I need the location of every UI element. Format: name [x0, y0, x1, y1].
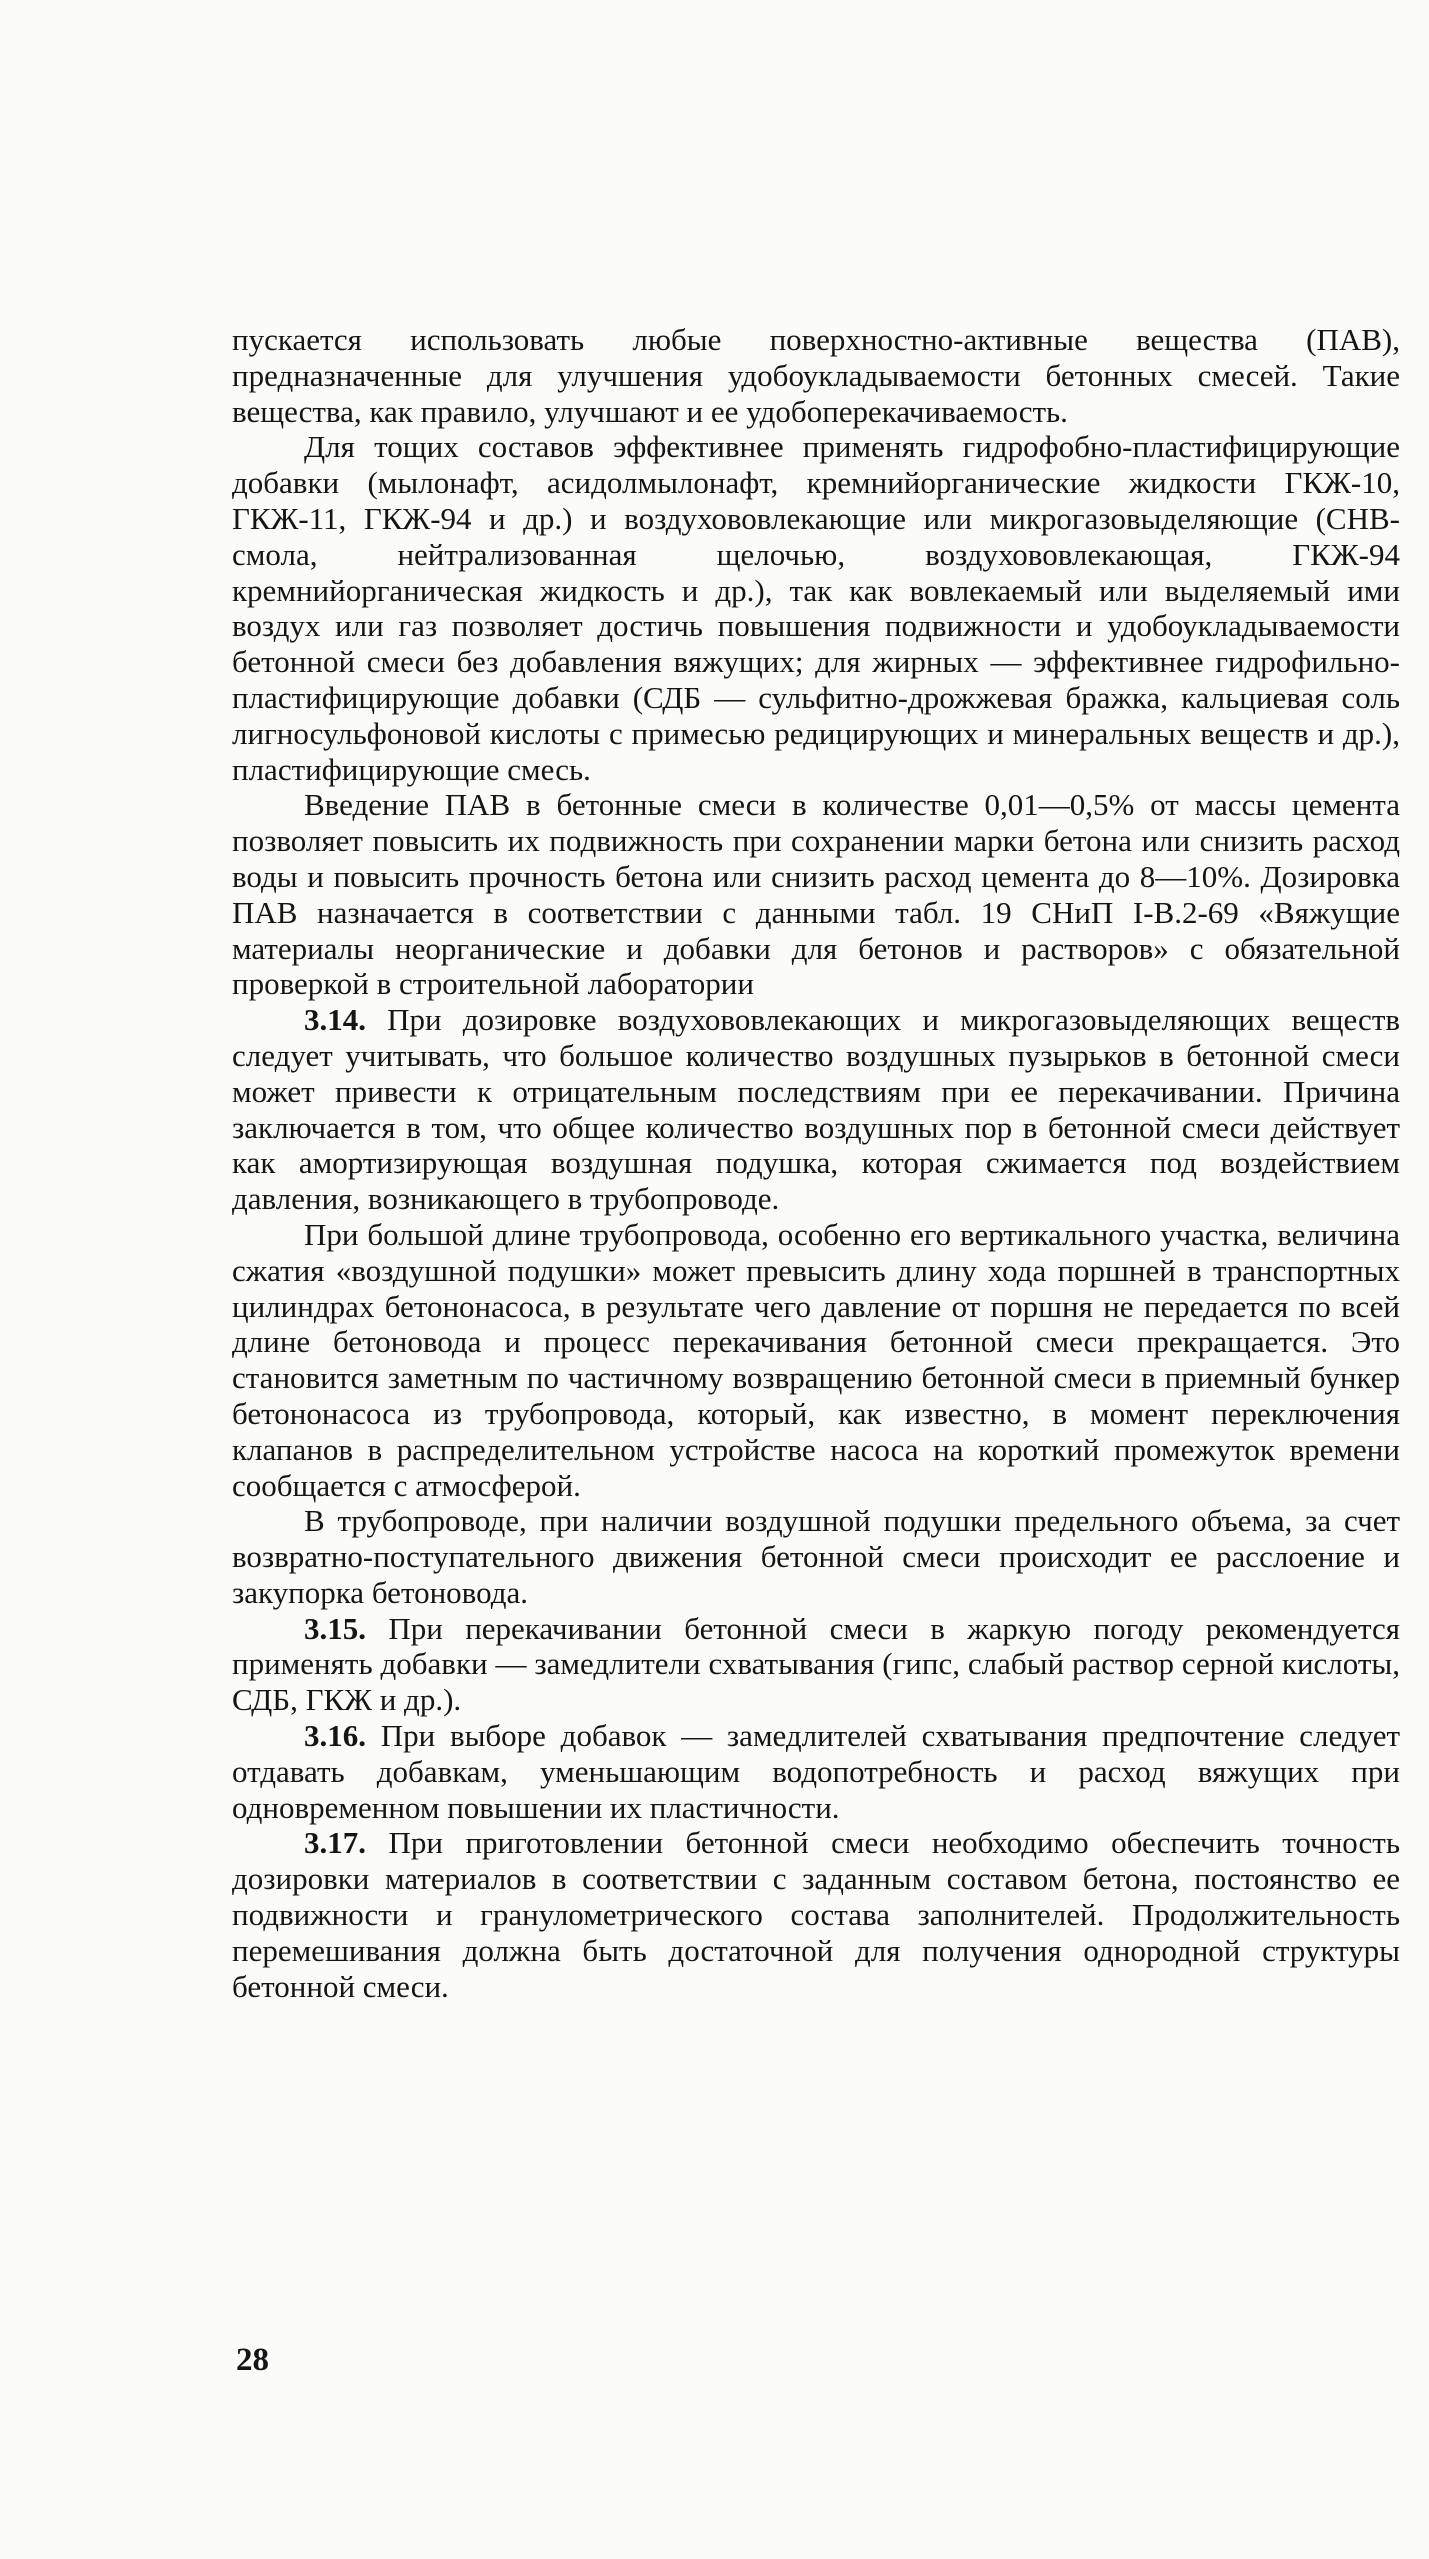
paragraph-long-pipeline: При большой длине трубопровода, особенно его вертикального участка, величина сжатия «воздушной подушки» может превысить длину хода поршней в транспортных цилиндрах бетононасоса, в результате чего давление от поршня не передается по всей длине бетоновода и процесс перекачивания бетонной смеси прекращается. Это становится заметным по частичному возвращению бетонной смеси в приемный бункер бетононасоса из трубопровода, который, как известно, в момент переключения клапанов в распределительном устройстве насоса на короткий промежуток времени сообщается с атмосферой. [232, 1216, 1400, 1503]
section-text: При выборе добавок — замедлителей схватывания предпочтение следует отдавать добавкам, уменьшающим водопотребность и расход вяжущих при одновременном повышении их пластичности. [232, 1718, 1400, 1825]
paragraph-continuation: пускается использовать любые поверхностно-активные вещества (ПАВ), предназначенные для улучшения удобоукладываемости бетонных смесей. Такие вещества, как правило, улучшают и ее удобоперекачиваемость. [232, 322, 1400, 429]
body-text [232, 322, 1400, 2004]
section-text: При перекачивании бетонной смеси в жаркую погоду рекомендуется применять добавки — замедлители схватывания (гипс, слабый раствор серной кислоты, СДБ, ГКЖ и др.). [232, 1610, 1400, 1718]
section-number: 3.15. [304, 1610, 366, 1646]
section-3-17 [232, 1825, 1400, 2004]
paragraph-pav-dosage: Введение ПАВ в бетонные смеси в количестве 0,01—0,5% от массы цемента позволяет повысить их подвижность при сохранении марки бетона или снизить расход воды и повысить прочность бетона или снизить расход цемента до 8—10%. Дозировка ПАВ назначается в соответствии с данными табл. 19 СНиП I-В.2-69 «Вяжущие материалы неорганические и добавки для бетонов и растворов» с обязательной проверкой в строительной лаборатории [232, 787, 1400, 1002]
section-number: 3.16. [304, 1718, 366, 1754]
paragraph-lean-mixes: Для тощих составов эффективнее применять гидрофобно-пластифицирующие добавки (мылонафт, асидолмылонафт, кремнийорганические жидкости ГКЖ-10, ГКЖ-11, ГКЖ-94 и др.) и воздухововлекающие или микрогазовыделяющие (СНВ-смола, нейтрализованная щелочью, воздухововлекающая, ГКЖ-94 кремнийорганическая жидкость и др.), так как вовлекаемый или выделяемый ими воздух или газ позволяет достичь повышения подвижности и удобоукладываемости бетонной смеси без добавления вяжущих; для жирных — эффективнее гидрофильно-пластифицирующие добавки (СДБ — сульфитно-дрожжевая бражка, кальциевая соль лигносульфоновой кислоты с примесью редицирующих и минеральных веществ и др.), пластифицирующие смесь. [232, 429, 1400, 787]
paragraph-air-cushion: В трубопроводе, при наличии воздушной подушки предельного объема, за счет возвратно-поступательного движения бетонной смеси происходит ее расслоение и закупорка бетоновода. [232, 1503, 1400, 1610]
section-text: При дозировке воздухововлекающих и микрогазовыделяющих веществ следует учитывать, что большое количество воздушных пузырьков в бетонной смеси может привести к отрицательным последствиям при ее перекачивании. Причина заключается в том, что общее количество воздушных пор в бетонной смеси действует как амортизирующая воздушная подушка, которая сжимается под воздействием давления, возникающего в трубопроводе. [232, 1002, 1401, 1217]
page-number: 28 [236, 2342, 269, 2378]
section-3-14 [232, 1002, 1400, 1217]
section-number: 3.14. [304, 1002, 366, 1038]
section-text: При приготовлении бетонной смеси необходимо обеспечить точность дозировки материалов в соответствии с заданным составом бетона, постоянство ее подвижности и гранулометрического состава заполнителей. Продолжительность перемешивания должна быть достаточной для получения однородной структуры бетонной смеси. [232, 1825, 1400, 2004]
section-3-16 [232, 1718, 1400, 1825]
section-3-15 [232, 1611, 1400, 1718]
section-number: 3.17. [304, 1825, 366, 1861]
